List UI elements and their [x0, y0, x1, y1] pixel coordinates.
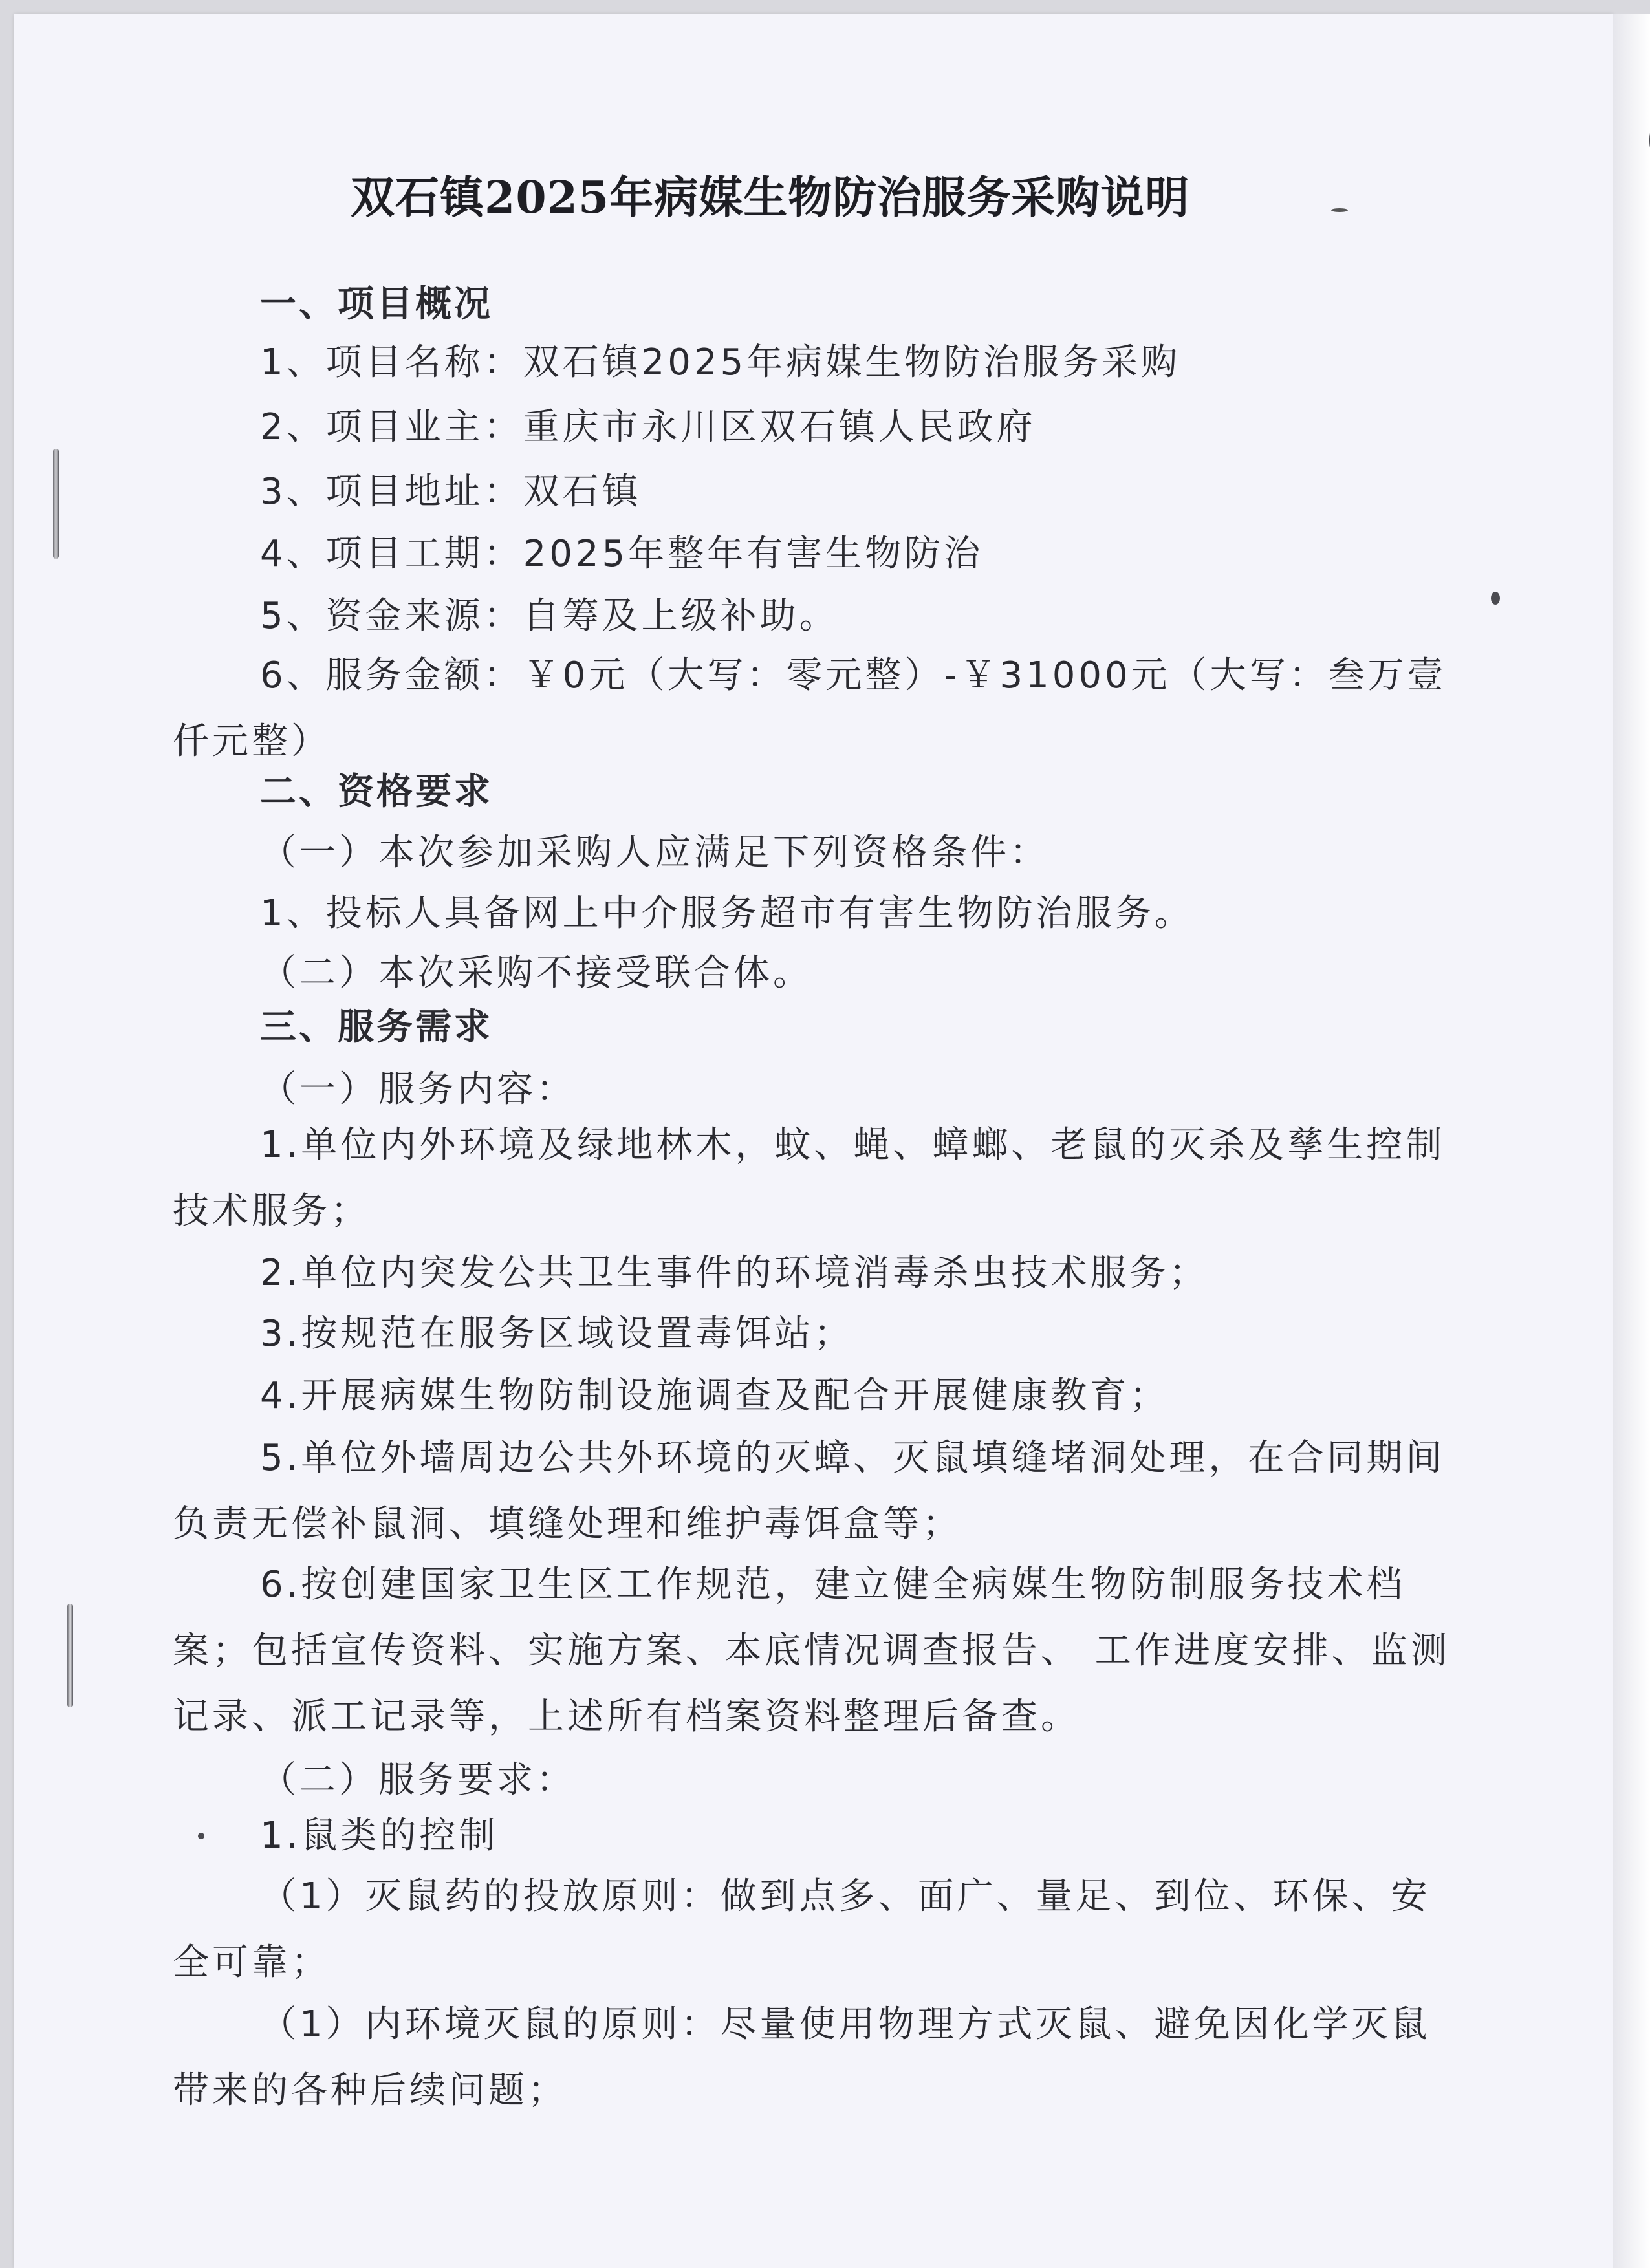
- rodent-bait-principle: （1）灭鼠药的投放原则：做到点多、面广、量足、到位、环保、安全可靠；: [173, 1875, 1431, 1983]
- document-title: 双石镇2025年病媒生物防治服务采购说明: [351, 172, 1190, 224]
- service-amount: 6、服务金额：￥0元（大写：零元整）-￥31000元（大写：叁万壹仟元整）: [173, 654, 1447, 762]
- service-requirements-heading: （二）服务要求：: [260, 1759, 576, 1801]
- section-heading-qualification: 二、资格要求: [260, 771, 493, 813]
- project-name: 1、项目名称：双石镇2025年病媒生物防治服务采购: [260, 341, 1181, 383]
- qualification-consortium: （二）本次采购不接受联合体。: [260, 952, 812, 994]
- service-item-6: 6.按创建国家卫生区工作规范，建立健全病媒生物防制服务技术档案；包括宣传资料、实施方案、本底情况调查报告、 工作进度安排、监测记录、派工记录等，上述所有档案资料整理后备查。: [173, 1564, 1450, 1738]
- qualification-item-1: 1、投标人具备网上中介服务超市有害生物防治服务。: [260, 892, 1194, 934]
- service-item-1: 1.单位内外环境及绿地林木，蚊、蝇、蟑螂、老鼠的灭杀及孳生控制技术服务；: [173, 1124, 1446, 1232]
- indoor-rodent-principle: （1）内环境灭鼠的原则：尽量使用物理方式灭鼠、避免因化学灭鼠带来的各种后续问题；: [173, 2003, 1431, 2111]
- page-edge: [1613, 14, 1650, 2268]
- qualification-intro: （一）本次参加采购人应满足下列资格条件：: [260, 832, 1049, 874]
- rodent-control-heading: 1.鼠类的控制: [260, 1815, 499, 1857]
- service-content-heading: （一）服务内容：: [260, 1068, 576, 1110]
- project-period: 4、项目工期：2025年整年有害生物防治: [260, 533, 984, 575]
- document-content: [14, 14, 1613, 2268]
- funding-source: 5、资金来源：自筹及上级补助。: [260, 595, 839, 637]
- service-item-5: 5.单位外墙周边公共外环境的灭蟑、灭鼠填缝堵洞处理，在合同期间负责无偿补鼠洞、填缝处理和维护毒饵盒等；: [173, 1437, 1446, 1545]
- section-heading-overview: 一、项目概况: [260, 283, 493, 325]
- service-item-3: 3.按规范在服务区域设置毒饵站；: [260, 1313, 854, 1355]
- document-page: [14, 14, 1613, 2268]
- section-heading-service: 三、服务需求: [260, 1006, 493, 1048]
- project-address: 3、项目地址：双石镇: [260, 471, 642, 513]
- service-item-4: 4.开展病媒生物防制设施调查及配合开展健康教育；: [260, 1375, 1169, 1417]
- project-owner: 2、项目业主：重庆市永川区双石镇人民政府: [260, 406, 1036, 448]
- service-item-2: 2.单位内突发公共卫生事件的环境消毒杀虫技术服务；: [260, 1252, 1209, 1294]
